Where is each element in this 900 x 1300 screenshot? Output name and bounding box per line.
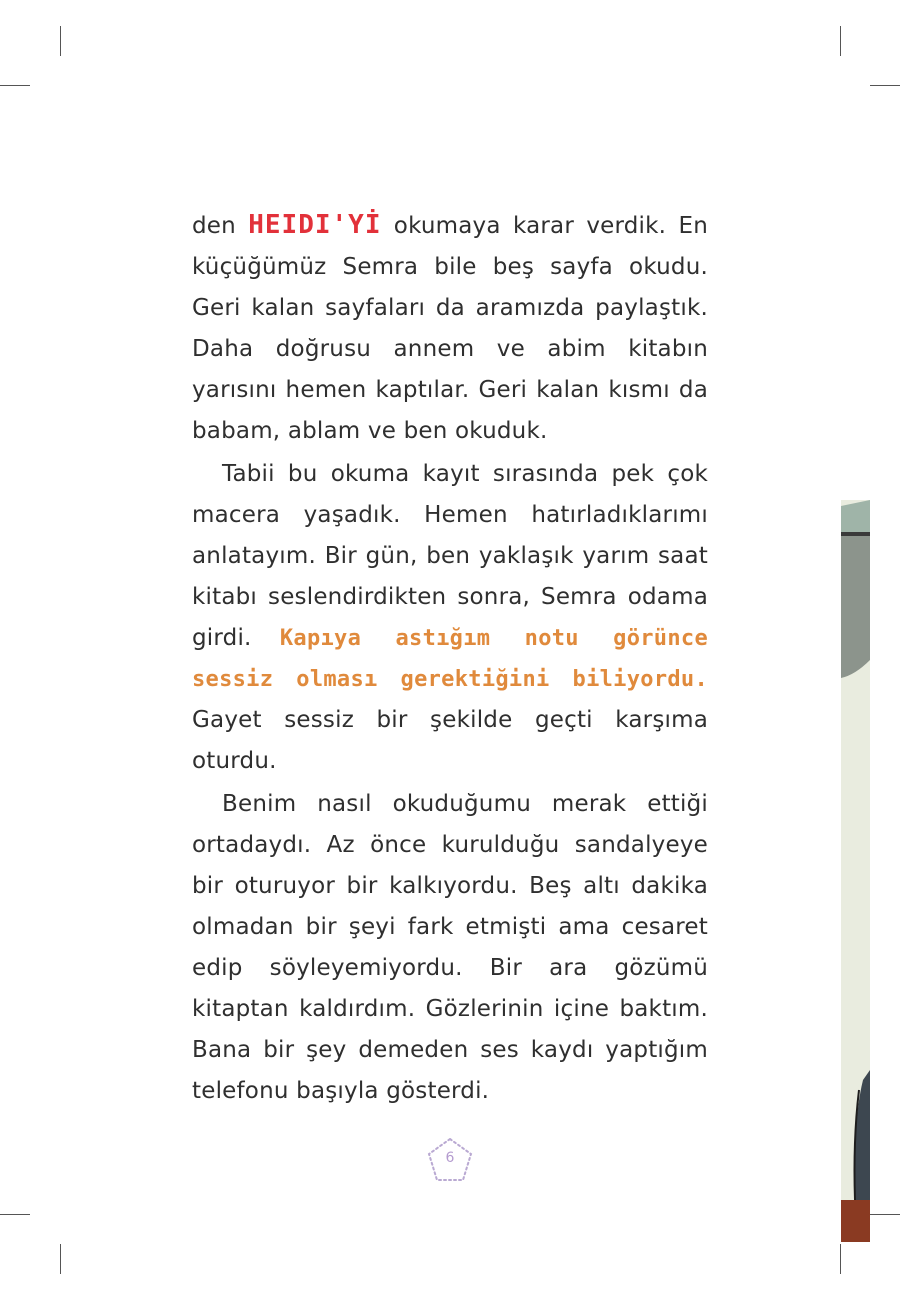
- text-segment: okumaya karar verdik. En küçüğümüz Semra bile beş sayfa okudu. Geri kalan sayfaları da aramızda paylaştık. Daha doğrusu annem ve abim kitabın yarısını hemen kaptılar. Geri kalan kısmı da babam, ablam ve ben okuduk.: [192, 213, 708, 444]
- crop-mark: [840, 26, 841, 56]
- crop-mark: [60, 1244, 61, 1274]
- paragraph-3: [192, 784, 708, 1112]
- crop-mark: [0, 85, 30, 86]
- page-number-badge: [426, 1136, 474, 1184]
- book-title-highlight: HEIDI'Yİ: [248, 210, 382, 240]
- crop-mark: [870, 1214, 900, 1215]
- crop-mark: [60, 26, 61, 56]
- highlighted-sentence: Kapıya astığım notu görünce sessiz olması gerektiğini biliyordu.: [192, 626, 708, 692]
- text-segment: Benim nasıl okuduğumu merak ettiği ortadaydı. Az önce kurulduğu sandalyeye bir oturuyor bir kalkıyordu. Beş altı dakika olmadan bir şeyi fark etmişti ama cesaret edip söyleyemiyordu. Bir ara gözümü kitaptan kaldırdım. Gözlerinin içine baktım. Bana bir şey demeden ses kaydı yaptığım telefonu başıyla gösterdi.: [192, 791, 708, 1104]
- paragraph-2: [192, 454, 708, 782]
- text-segment: Gayet sessiz bir şekilde geçti karşıma oturdu.: [192, 707, 708, 774]
- edge-illustration: [841, 500, 870, 1242]
- text-segment: Tabii bu okuma kayıt sırasında pek çok macera yaşadık. Hemen hatırladıklarımı anlatayım. Bir gün, ben yaklaşık yarım saat kitabı seslendirdikten sonra, Semra odama girdi.: [192, 461, 708, 651]
- body-text: [192, 205, 708, 1112]
- crop-mark: [840, 1244, 841, 1274]
- paragraph-1: [192, 205, 708, 452]
- page-number: 6: [445, 1150, 455, 1166]
- crop-mark: [0, 1214, 30, 1215]
- crop-mark: [870, 85, 900, 86]
- text-segment: den: [192, 213, 249, 239]
